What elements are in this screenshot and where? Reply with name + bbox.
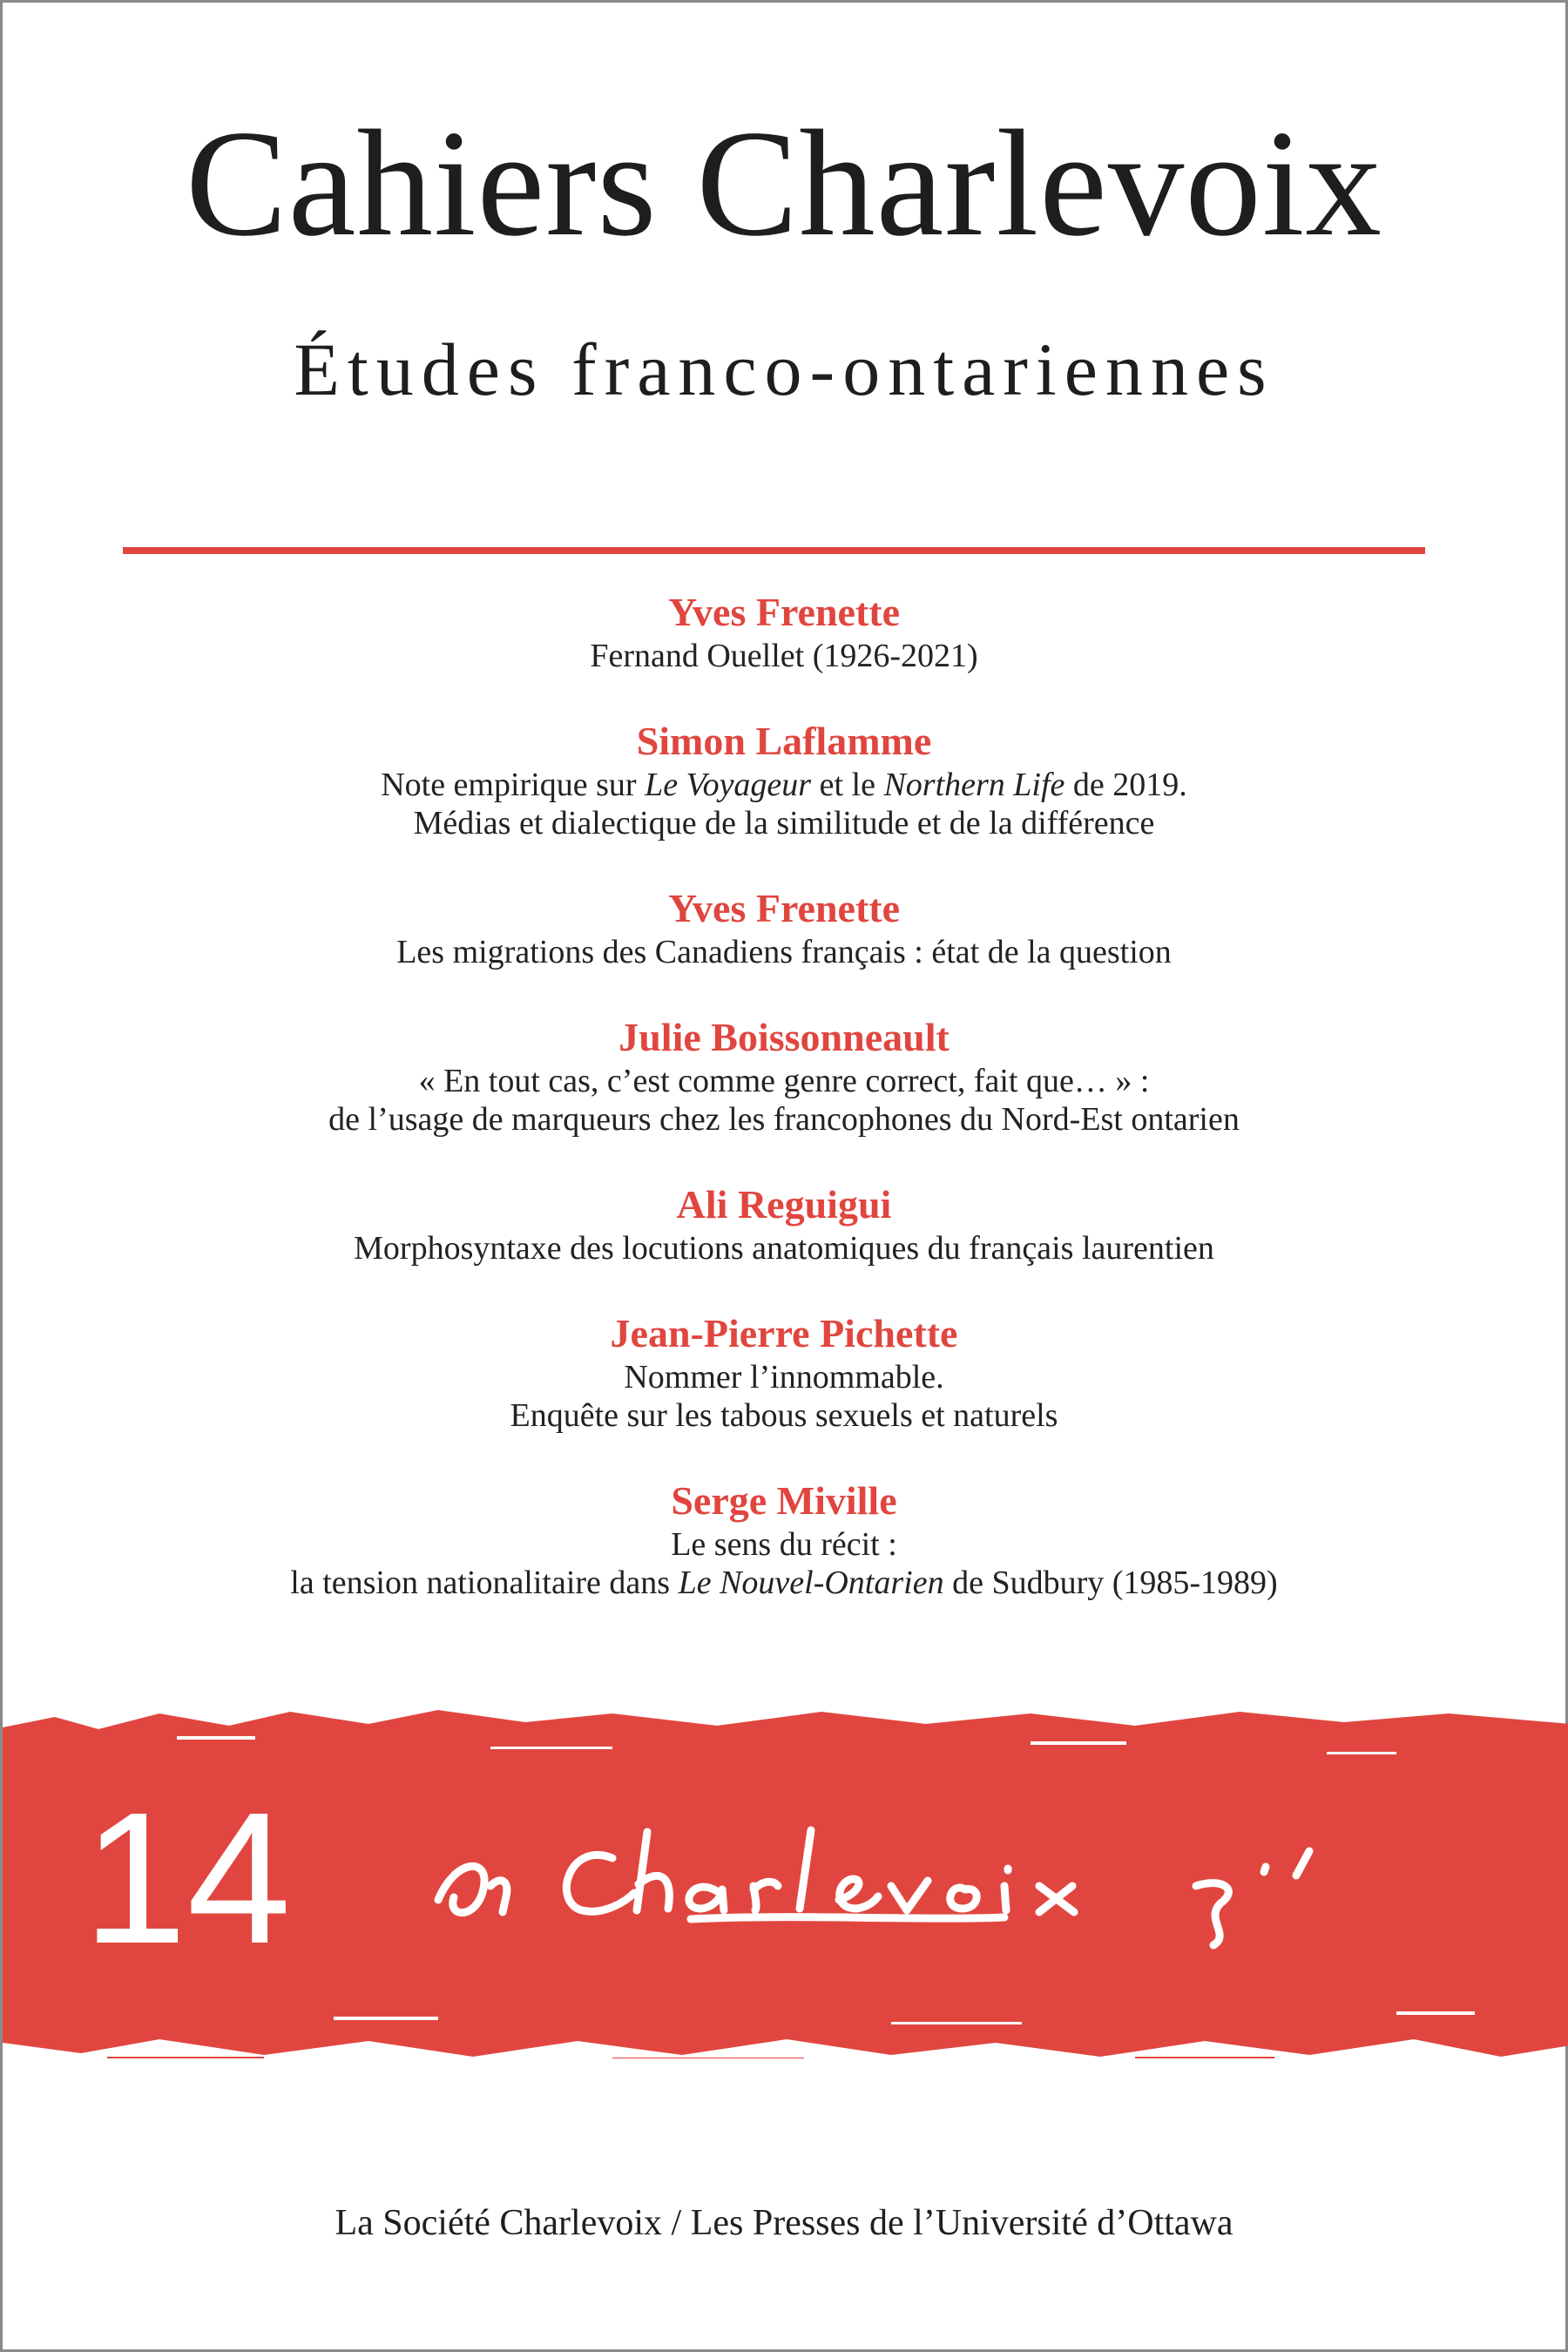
toc-entry (3, 588, 1565, 675)
toc-article-title: Le sens du récit : (671, 1526, 897, 1563)
toc-entry (3, 1477, 1565, 1602)
publisher-line: La Société Charlevoix / Les Presses de l’Université d’Ottawa (335, 2203, 1233, 2243)
issue-number: 14 (83, 1773, 292, 1983)
toc-article-subtitle: la tension nationalitaire dans Le Nouvel-Ontarien de Sudbury (1985-1989) (290, 1565, 1278, 1601)
toc-article-title: Note empirique sur Le Voyageur et le Northern Life de 2019. (381, 767, 1187, 803)
toc-entry (3, 884, 1565, 971)
toc-author: Julie Boissonneault (618, 1015, 950, 1059)
toc-article-title: Nommer l’innommable. (624, 1359, 944, 1396)
toc-author: Jean-Pierre Pichette (610, 1311, 958, 1355)
journal-title: Cahiers Charlevoix (186, 98, 1382, 267)
toc-article-title: Morphosyntaxe des locutions anatomiques du français laurentien (354, 1230, 1214, 1267)
toc-entry (3, 1309, 1565, 1435)
toc-author: Simon Laflamme (636, 719, 932, 763)
toc-entry (3, 1013, 1565, 1139)
toc-entry (3, 717, 1565, 842)
toc-author: Yves Frenette (667, 590, 901, 634)
toc-article-subtitle: Médias et dialectique de la similitude et de la différence (413, 805, 1155, 841)
toc-article-subtitle: Enquête sur les tabous sexuels et naturels (510, 1397, 1058, 1434)
toc-article-title: Les migrations des Canadiens français : état de la question (396, 934, 1172, 970)
toc-article-title: Fernand Ouellet (1926-2021) (590, 638, 978, 674)
toc-author: Serge Miville (671, 1478, 897, 1523)
charlevoix-signature-image (429, 1806, 1475, 1954)
toc-article-subtitle: de l’usage de marqueurs chez les francophones du Nord-Est ontarien (328, 1101, 1240, 1138)
toc-article-title: « En tout cas, c’est comme genre correct, fait que… » : (418, 1063, 1150, 1099)
table-of-contents (3, 588, 1565, 1602)
journal-subtitle: Études franco-ontariennes (294, 328, 1274, 411)
toc-entry (3, 1180, 1565, 1267)
toc-author: Ali Reguigui (676, 1182, 892, 1227)
toc-author: Yves Frenette (667, 886, 901, 930)
red-divider (123, 547, 1425, 554)
